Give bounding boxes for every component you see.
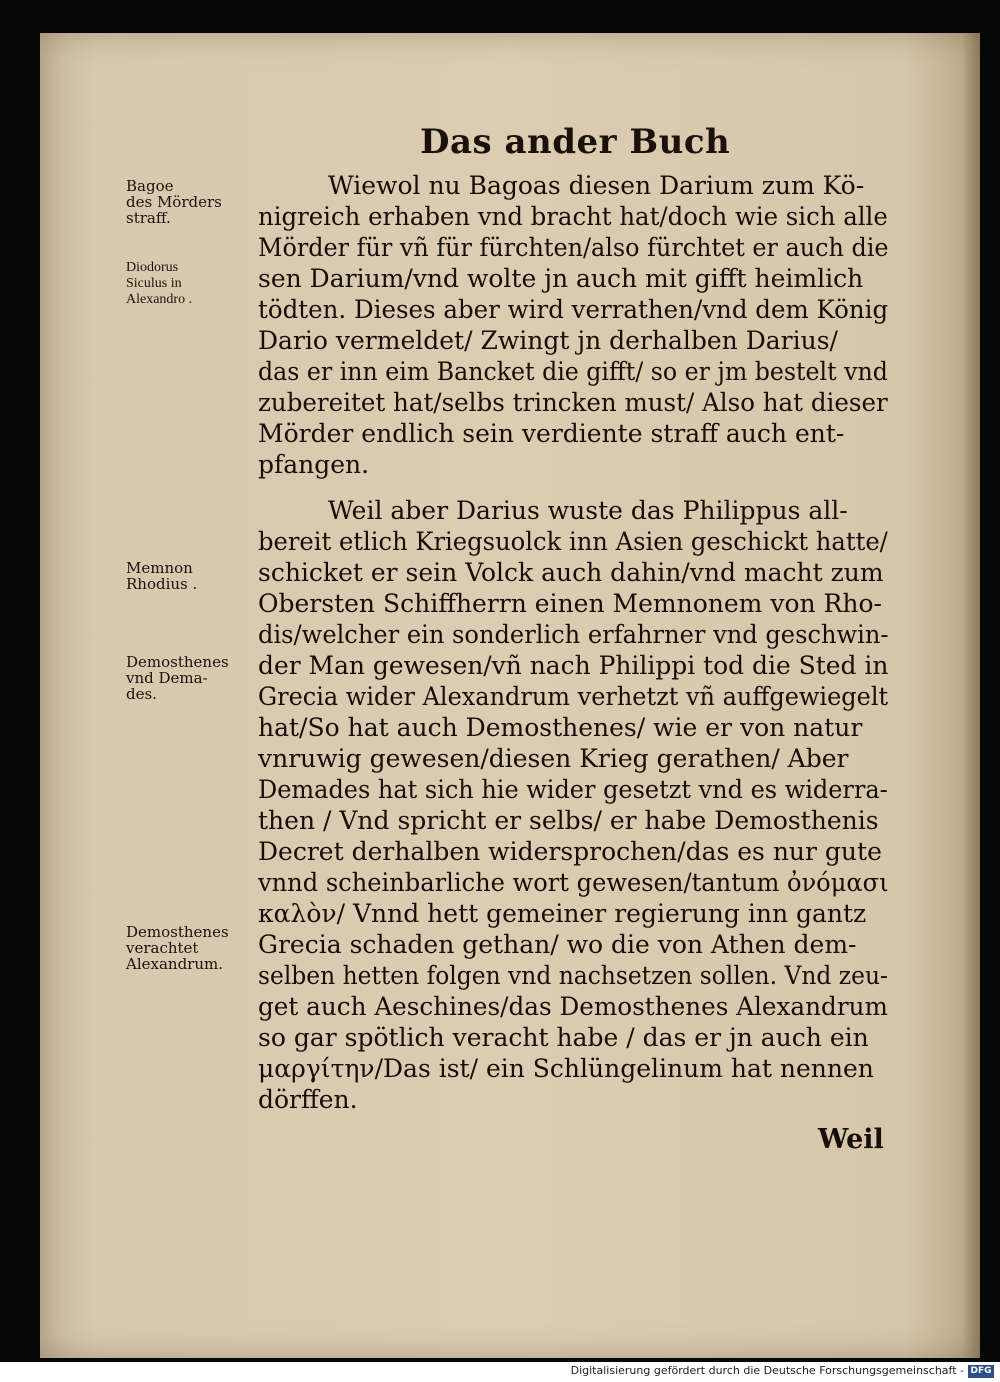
margin-note-line: Siculus in — [126, 276, 182, 291]
margin-note-line: Diodorus — [126, 260, 179, 275]
text-line: Wiewol nu Bagoas diesen Darium zum Kö- — [328, 171, 865, 200]
margin-note-diodorus — [126, 260, 192, 308]
margin-note-line: Rhodius . — [126, 575, 198, 593]
digitization-credit: Digitalisierung gefördert durch die Deutsche Forschungsgemeinschaft - — [570, 1364, 964, 1377]
text-line: tödten. Dieses aber wird verrathen/vnd dem König — [258, 295, 889, 324]
text-line: Dario vermeldet/ Zwingt jn derhalben Darius/ — [258, 326, 838, 355]
text-line: vnnd scheinbarliche wort gewesen/tantum ὀνόμασι — [258, 868, 889, 897]
margin-note-line: Alexandrum. — [126, 955, 223, 973]
text-line: get auch Aeschines/das Demosthenes Alexandrum — [258, 992, 888, 1021]
margin-note-line: Bagoe — [126, 177, 174, 195]
text-line: Mörder endlich sein verdiente straff auch ent- — [258, 419, 845, 448]
margin-note-line: Alexandro . — [126, 292, 193, 307]
text-line: sen Darium/vnd wolte jn auch mit gifft heimlich — [258, 264, 864, 293]
running-head: Das ander Buch — [420, 122, 731, 162]
text-line: Grecia schaden gethan/ wo die von Athen dem- — [258, 930, 857, 959]
text-line: then / Vnd spricht er selbs/ er habe Demosthenis — [258, 806, 879, 835]
text-line: Weil aber Darius wuste das Philippus all- — [328, 496, 848, 525]
text-line: Decret derhalben widersprochen/das es nur gute — [258, 837, 882, 866]
text-line: so gar spötlich veracht habe / das er jn auch ein — [258, 1023, 869, 1052]
margin-note-line: verachtet — [126, 939, 199, 957]
text-line: selben hetten folgen vnd nachsetzen sollen. Vnd zeu- — [258, 961, 888, 990]
margin-note-line: des. — [126, 685, 157, 703]
text-line: zubereitet hat/selbs trincken must/ Also hat dieser — [258, 388, 888, 417]
text-line: der Man gewesen/vñ nach Philippi tod die Sted in — [258, 651, 889, 680]
dfg-logo-icon: DFG — [968, 1365, 994, 1378]
text-line: nigreich erhaben vnd bracht hat/doch wie sich alle — [258, 202, 888, 231]
footer-strip — [0, 1362, 1000, 1382]
margin-note-line: straff. — [126, 209, 171, 227]
text-line: Grecia wider Alexandrum verhetzt vñ auffgewiegelt — [258, 682, 889, 711]
margin-note-demosthenes-verachtet — [126, 924, 229, 972]
text-line: pfangen. — [258, 450, 370, 479]
text-line: dis/welcher ein sonderlich erfahrner vnd geschwin- — [258, 620, 889, 649]
text-line: καλὸν/ Vnnd hett gemeiner regierung inn gantz — [258, 899, 867, 928]
margin-note-line: vnd Dema- — [126, 669, 208, 687]
margin-note-line: Memnon — [126, 559, 193, 577]
margin-note-bagoe — [126, 178, 222, 226]
margin-note-memnon — [126, 560, 197, 592]
margin-note-line: des Mörders — [126, 193, 222, 211]
text-line: bereit etlich Kriegsuolck inn Asien geschickt hatte/ — [258, 527, 888, 556]
text-line: schicket er sein Volck auch dahin/vnd macht zum — [258, 558, 884, 587]
catchword: Weil — [818, 1124, 884, 1155]
text-line: Obersten Schiffherrn einen Memnonem von Rho- — [258, 589, 882, 618]
margin-note-line: Demosthenes — [126, 923, 229, 941]
page-edge-shadow — [962, 33, 980, 1358]
text-line: vnruwig gewesen/diesen Krieg gerathen/ Aber — [258, 744, 849, 773]
text-line: Mörder für vñ für fürchten/also fürchtet er auch die — [258, 233, 889, 262]
text-line: das er inn eim Bancket die gifft/ so er jm bestelt vnd — [258, 357, 888, 386]
text-line: dörffen. — [258, 1085, 358, 1114]
margin-note-line: Demosthenes — [126, 653, 229, 671]
text-line: μαργίτην/Das ist/ ein Schlüngelinum hat nennen — [258, 1054, 874, 1083]
text-line: Demades hat sich hie wider gesetzt vnd es widerra- — [258, 775, 888, 804]
text-line: hat/So hat auch Demosthenes/ wie er von natur — [258, 713, 863, 742]
margin-note-demosthenes-demades — [126, 654, 229, 702]
